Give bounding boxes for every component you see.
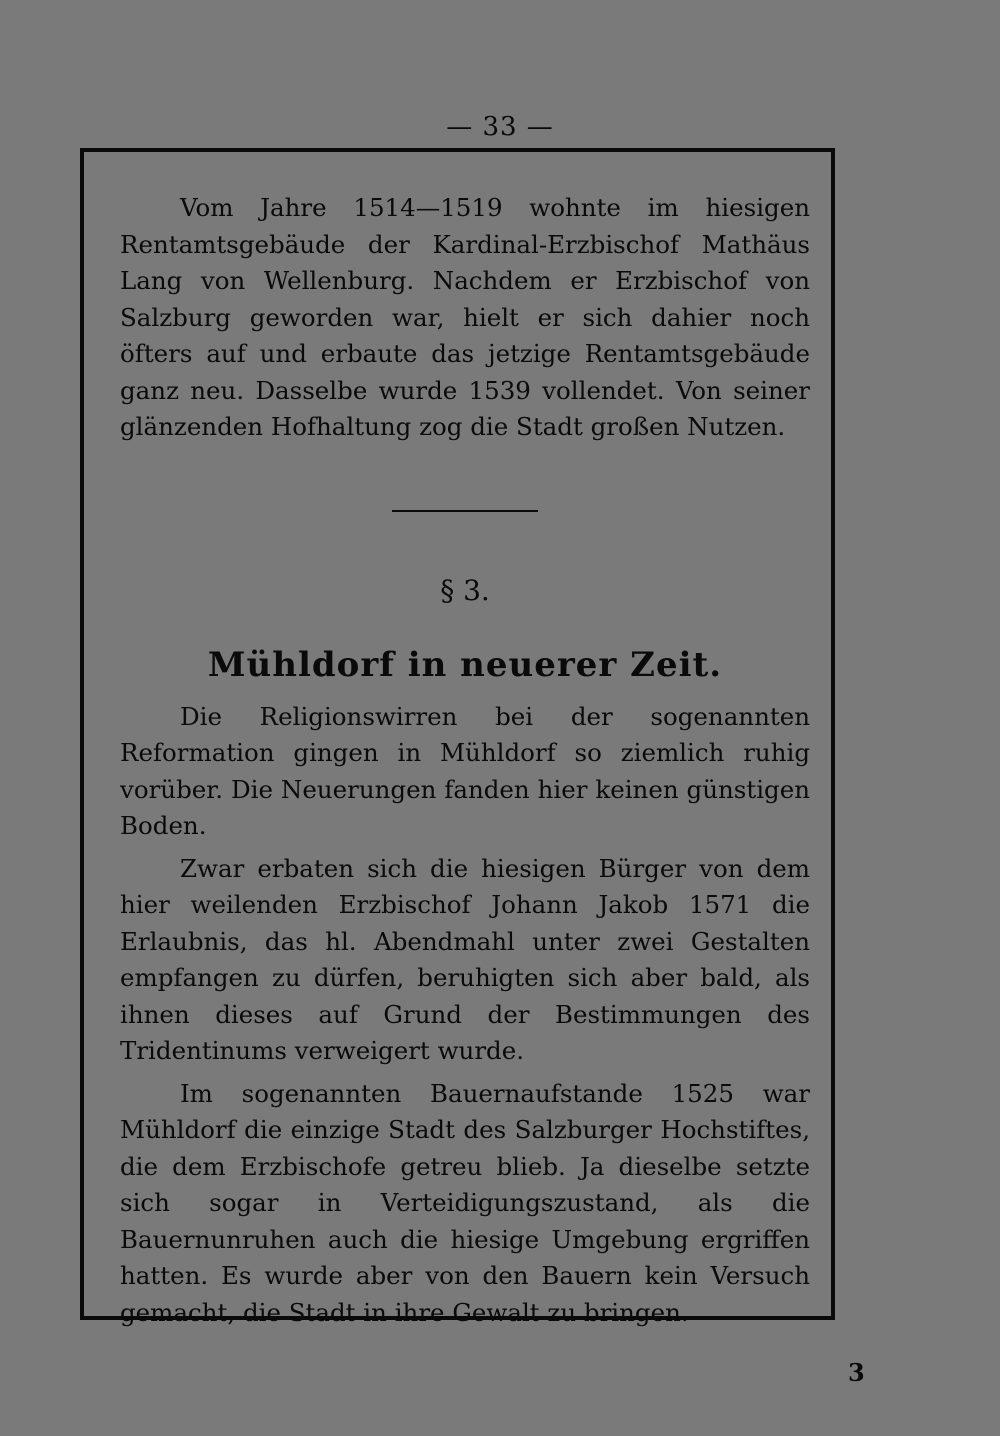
page-header: — 33 — [446, 112, 554, 142]
section-divider [392, 510, 538, 512]
text-frame [80, 148, 835, 1327]
section-title: Mühldorf in neuerer Zeit. [207, 644, 723, 685]
paragraph-1: Vom Jahre 1514—1519 wohnte im hiesigen Rentamtsgebäude der Kardinal-Erzbischof Mathäus Lang von Wellenburg. Nachdem er Erzbischof von Salzburg geworden war, hielt er sich dahier noch öfters auf und erbaute das jetzige Rentamtsgebäude ganz neu. Dasselbe wurde 1539 vollendet. Von seiner glänzenden Hofhaltung zog die Stadt großen Nutzen. [120, 193, 810, 441]
section-number: § 3. [440, 573, 490, 607]
paragraph-2: Die Religionswirren bei der sogenannten Reformation gingen in Mühldorf so ziemlich ruhig vorüber. Die Neuerungen fanden hier keinen günstigen Boden. [120, 701, 810, 840]
paragraph-3: Zwar erbaten sich die hiesigen Bürger von dem hier weilenden Erzbischof Johann Jakob 1571 die Erlaubnis, das hl. Abendmahl unter zwei Gestalten empfangen zu dürfen, beruhigten sich aber bald, als ihnen dieses auf Grund der Bestimmungen des Tridentinums verweigert wurde. [120, 853, 810, 1065]
signature-mark: 3 [848, 1358, 865, 1387]
paragraph-4: Im sogenannten Bauernaufstande 1525 war Mühldorf die einzige Stadt des Salzburger Hochstiftes, die dem Erzbischofe getreu blieb. Ja dieselbe setzte sich sogar in Verteidigungszustand, als die Bauernunruhen auch die hiesige Umgebung ergriffen hatten. Es wurde aber von den Bauern kein Versuch gemacht, die Stadt in ihre Gewalt zu bringen. [120, 1078, 810, 1327]
frame-content [120, 182, 810, 1331]
